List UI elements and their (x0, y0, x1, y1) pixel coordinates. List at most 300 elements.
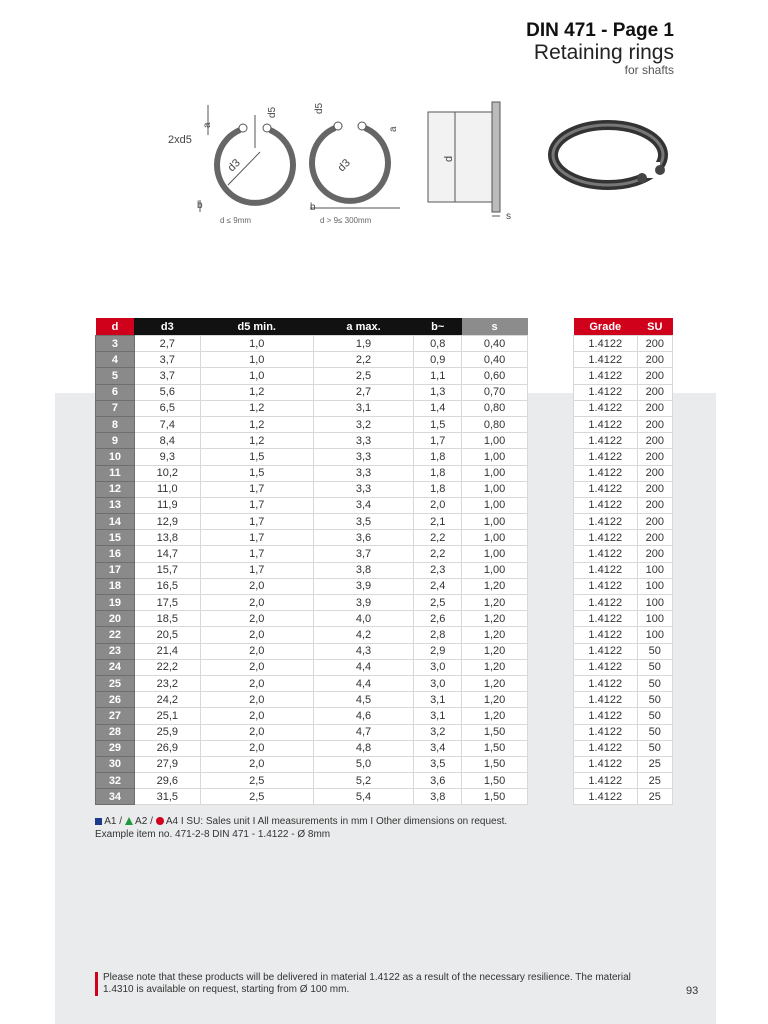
dimensions-table (95, 318, 528, 805)
grade-row (574, 659, 673, 675)
grade-cell: 200 (637, 497, 672, 513)
table-cell: 2,5 (200, 789, 313, 805)
grade-cell: 1.4122 (574, 352, 638, 368)
table-cell: 2,2 (313, 352, 414, 368)
table-row (96, 352, 528, 368)
table-cell: 1,2 (200, 433, 313, 449)
legend-a1: A1 (104, 816, 117, 827)
table-row (96, 740, 528, 756)
col-header-b: b~ (414, 318, 462, 336)
table-cell: 3,5 (414, 756, 462, 772)
col-header-a: a max. (313, 318, 414, 336)
table-cell: 2,0 (200, 643, 313, 659)
material-note: Please note that these products will be delivered in material 1.4122 as a result of the necessary resilience. The material 1.4310 is available on request, starting from Ø 100 mm. (95, 972, 663, 996)
col-header-su: SU (637, 318, 672, 336)
table-cell: 9 (96, 433, 135, 449)
table-cell: 1,00 (462, 449, 528, 465)
table-cell: 3,5 (313, 514, 414, 530)
label-d: d (443, 155, 455, 162)
grade-cell: 1.4122 (574, 659, 638, 675)
table-cell: 3,3 (313, 449, 414, 465)
table-cell: 3,1 (414, 708, 462, 724)
legend-example: Example item no. 471-2-8 DIN 471 - 1.4122 - Ø 8mm (95, 829, 331, 840)
table-cell: 3,2 (414, 724, 462, 740)
table-cell: 1,50 (462, 789, 528, 805)
table-cell: 1,9 (313, 336, 414, 352)
table-cell: 1,00 (462, 514, 528, 530)
table-cell: 1,0 (200, 368, 313, 384)
grade-row (574, 675, 673, 691)
grade-row (574, 578, 673, 594)
table-cell: 10,2 (134, 465, 200, 481)
grade-cell: 1.4122 (574, 675, 638, 691)
table-cell: 15 (96, 530, 135, 546)
table-cell: 22 (96, 627, 135, 643)
table-cell: 17 (96, 562, 135, 578)
table-cell: 1,7 (200, 497, 313, 513)
table-cell: 6 (96, 384, 135, 400)
table-row (96, 368, 528, 384)
page-header (526, 20, 674, 77)
table-cell: 2,0 (200, 675, 313, 691)
table-cell: 22,2 (134, 659, 200, 675)
table-cell: 1,7 (414, 433, 462, 449)
col-header-grade: Grade (574, 318, 638, 336)
grade-cell: 200 (637, 400, 672, 416)
table-cell: 0,80 (462, 416, 528, 432)
table-cell: 4,4 (313, 659, 414, 675)
table-cell: 2,0 (200, 578, 313, 594)
table-row (96, 546, 528, 562)
table-cell: 1,0 (200, 336, 313, 352)
table-cell: 2,0 (200, 611, 313, 627)
table-header-row (96, 318, 528, 336)
grade-cell: 1.4122 (574, 546, 638, 562)
grade-cell: 100 (637, 595, 672, 611)
table-cell: 2,6 (414, 611, 462, 627)
grade-cell: 1.4122 (574, 789, 638, 805)
table-cell: 1,20 (462, 675, 528, 691)
table-row (96, 514, 528, 530)
grade-cell: 200 (637, 368, 672, 384)
table-cell: 20,5 (134, 627, 200, 643)
table-cell: 13 (96, 497, 135, 513)
col-header-s: s (462, 318, 528, 336)
table-cell: 25 (96, 675, 135, 691)
table-cell: 3,4 (414, 740, 462, 756)
table-cell: 25,1 (134, 708, 200, 724)
label-d5-right: d5 (314, 102, 325, 114)
table-cell: 2,7 (134, 336, 200, 352)
table-cell: 4 (96, 352, 135, 368)
grade-row (574, 336, 673, 352)
table-cell: 19 (96, 595, 135, 611)
table-cell: 0,40 (462, 352, 528, 368)
table-cell: 1,00 (462, 562, 528, 578)
grade-row (574, 724, 673, 740)
grade-cell: 1.4122 (574, 562, 638, 578)
table-row (96, 756, 528, 772)
table-row (96, 336, 528, 352)
grade-cell: 50 (637, 708, 672, 724)
grade-cell: 50 (637, 659, 672, 675)
grade-cell: 1.4122 (574, 773, 638, 789)
grade-cell: 1.4122 (574, 578, 638, 594)
label-2xd5: 2xd5 (168, 134, 192, 146)
table-cell: 4,0 (313, 611, 414, 627)
table-cell: 1,7 (200, 514, 313, 530)
grade-cell: 200 (637, 481, 672, 497)
table-cell: 12 (96, 481, 135, 497)
table-cell: 2,3 (414, 562, 462, 578)
table-cell: 7,4 (134, 416, 200, 432)
a1-square-icon (95, 818, 102, 825)
legend-line-1 (95, 815, 507, 828)
table-cell: 5,0 (313, 756, 414, 772)
table-cell: 2,7 (313, 384, 414, 400)
table-cell: 1,2 (200, 416, 313, 432)
grade-cell: 50 (637, 675, 672, 691)
table-cell: 15,7 (134, 562, 200, 578)
legend-a2: A2 (135, 816, 148, 827)
grade-row (574, 789, 673, 805)
table-cell: 3,9 (313, 578, 414, 594)
table-cell: 2,1 (414, 514, 462, 530)
label-b-left: b (197, 200, 203, 211)
grade-cell: 1.4122 (574, 692, 638, 708)
table-cell: 16 (96, 546, 135, 562)
table-cell: 3,1 (313, 400, 414, 416)
dimensions-table-body (96, 336, 528, 805)
table-cell: 28 (96, 724, 135, 740)
table-cell: 34 (96, 789, 135, 805)
grade-cell: 1.4122 (574, 708, 638, 724)
table-cell: 1,00 (462, 497, 528, 513)
label-a-left: a (202, 122, 213, 128)
grade-cell: 200 (637, 546, 672, 562)
caption-small-ring: d ≤ 9mm (220, 216, 252, 225)
col-header-d5: d5 min. (200, 318, 313, 336)
table-row (96, 643, 528, 659)
grade-cell: 50 (637, 692, 672, 708)
table-cell: 3,9 (313, 595, 414, 611)
grade-cell: 200 (637, 449, 672, 465)
table-cell: 27,9 (134, 756, 200, 772)
table-cell: 2,0 (200, 708, 313, 724)
table-row (96, 659, 528, 675)
grade-cell: 50 (637, 643, 672, 659)
table-cell: 2,0 (200, 659, 313, 675)
grade-cell: 1.4122 (574, 611, 638, 627)
grade-cell: 1.4122 (574, 724, 638, 740)
table-cell: 3,6 (414, 773, 462, 789)
table-cell: 26 (96, 692, 135, 708)
grade-row (574, 562, 673, 578)
technical-drawings (160, 90, 690, 240)
table-cell: 2,8 (414, 627, 462, 643)
grade-cell: 100 (637, 578, 672, 594)
table-cell: 4,6 (313, 708, 414, 724)
grade-row (574, 481, 673, 497)
a2-triangle-icon (125, 817, 133, 825)
table-cell: 0,8 (414, 336, 462, 352)
grade-cell: 50 (637, 724, 672, 740)
table-cell: 1,20 (462, 627, 528, 643)
table-cell: 3,7 (313, 546, 414, 562)
page-title: DIN 471 - Page 1 (526, 20, 674, 41)
grade-row (574, 384, 673, 400)
table-cell: 1,50 (462, 724, 528, 740)
col-header-d3: d3 (134, 318, 200, 336)
table-cell: 11 (96, 465, 135, 481)
grade-row (574, 449, 673, 465)
grade-row (574, 708, 673, 724)
table-row (96, 595, 528, 611)
grade-cell: 200 (637, 530, 672, 546)
table-cell: 3,4 (313, 497, 414, 513)
legend-sep2: / (150, 816, 153, 827)
grade-row (574, 627, 673, 643)
table-cell: 5 (96, 368, 135, 384)
grade-cell: 1.4122 (574, 416, 638, 432)
table-cell: 3,2 (313, 416, 414, 432)
table-cell: 25,9 (134, 724, 200, 740)
table-cell: 1,7 (200, 562, 313, 578)
grade-row (574, 514, 673, 530)
table-cell: 3,0 (414, 659, 462, 675)
grade-row (574, 368, 673, 384)
table-cell: 1,2 (200, 384, 313, 400)
table-cell: 3,3 (313, 433, 414, 449)
table-cell: 1,7 (200, 481, 313, 497)
grade-header-row (574, 318, 673, 336)
table-cell: 0,70 (462, 384, 528, 400)
grade-cell: 1.4122 (574, 643, 638, 659)
table-cell: 2,0 (414, 497, 462, 513)
table-cell: 29 (96, 740, 135, 756)
grade-cell: 1.4122 (574, 530, 638, 546)
a4-circle-icon (156, 817, 164, 825)
page-sub-subtitle: for shafts (624, 63, 674, 77)
table-row (96, 789, 528, 805)
table-cell: 0,60 (462, 368, 528, 384)
grade-row (574, 595, 673, 611)
grade-cell: 100 (637, 562, 672, 578)
table-cell: 1,20 (462, 611, 528, 627)
table-cell: 1,3 (414, 384, 462, 400)
grade-row (574, 643, 673, 659)
ring-photo (553, 125, 665, 185)
table-row (96, 530, 528, 546)
grade-cell: 1.4122 (574, 595, 638, 611)
grade-row (574, 692, 673, 708)
table-row (96, 433, 528, 449)
table-cell: 3,7 (134, 368, 200, 384)
table-cell: 2,0 (200, 692, 313, 708)
table-cell: 4,8 (313, 740, 414, 756)
table-cell: 1,8 (414, 449, 462, 465)
table-row (96, 497, 528, 513)
table-cell: 17,5 (134, 595, 200, 611)
col-header-d: d (96, 318, 135, 336)
grade-cell: 1.4122 (574, 497, 638, 513)
table-cell: 4,7 (313, 724, 414, 740)
table-cell: 2,0 (200, 595, 313, 611)
grade-cell: 1.4122 (574, 756, 638, 772)
grade-cell: 1.4122 (574, 449, 638, 465)
table-cell: 30 (96, 756, 135, 772)
table-cell: 10 (96, 449, 135, 465)
label-b-right: b (310, 202, 316, 213)
table-cell: 1,00 (462, 465, 528, 481)
table-cell: 1,00 (462, 530, 528, 546)
table-cell: 1,5 (414, 416, 462, 432)
shaft-drawing (428, 102, 500, 216)
table-row (96, 611, 528, 627)
table-cell: 24 (96, 659, 135, 675)
grade-cell: 25 (637, 756, 672, 772)
grade-cell: 1.4122 (574, 514, 638, 530)
table-cell: 1,1 (414, 368, 462, 384)
table-cell: 18,5 (134, 611, 200, 627)
grade-row (574, 465, 673, 481)
table-cell: 3,3 (313, 465, 414, 481)
grade-row (574, 530, 673, 546)
table-cell: 3 (96, 336, 135, 352)
table-cell: 1,0 (200, 352, 313, 368)
table-cell: 2,0 (200, 740, 313, 756)
grade-cell: 1.4122 (574, 740, 638, 756)
table-cell: 31,5 (134, 789, 200, 805)
table-cell: 12,9 (134, 514, 200, 530)
grade-table-body (574, 336, 673, 805)
grade-cell: 1.4122 (574, 627, 638, 643)
table-row (96, 449, 528, 465)
table-cell: 9,3 (134, 449, 200, 465)
table-cell: 1,20 (462, 708, 528, 724)
grade-cell: 50 (637, 740, 672, 756)
table-cell: 23,2 (134, 675, 200, 691)
table-cell: 0,9 (414, 352, 462, 368)
table-cell: 2,0 (200, 627, 313, 643)
table-row (96, 416, 528, 432)
table-cell: 3,7 (134, 352, 200, 368)
label-a-right: a (388, 126, 399, 132)
table-row (96, 692, 528, 708)
table-cell: 2,4 (414, 578, 462, 594)
table-cell: 2,2 (414, 546, 462, 562)
table-cell: 11,9 (134, 497, 200, 513)
table-cell: 5,4 (313, 789, 414, 805)
table-cell: 0,80 (462, 400, 528, 416)
table-row (96, 384, 528, 400)
table-cell: 1,7 (200, 546, 313, 562)
grade-row (574, 497, 673, 513)
table-cell: 1,20 (462, 595, 528, 611)
table-cell: 1,20 (462, 578, 528, 594)
grade-row (574, 433, 673, 449)
table-cell: 2,5 (200, 773, 313, 789)
table-cell: 1,20 (462, 692, 528, 708)
grade-cell: 200 (637, 336, 672, 352)
legend-sep1: / (119, 816, 123, 827)
label-d5-left: d5 (267, 106, 278, 118)
grade-cell: 1.4122 (574, 368, 638, 384)
grade-cell: 200 (637, 384, 672, 400)
grade-cell: 200 (637, 352, 672, 368)
grade-row (574, 400, 673, 416)
table-cell: 6,5 (134, 400, 200, 416)
grade-cell: 1.4122 (574, 400, 638, 416)
table-cell: 1,50 (462, 756, 528, 772)
table-cell: 1,2 (200, 400, 313, 416)
page-number: 93 (686, 985, 699, 997)
table-row (96, 675, 528, 691)
table-cell: 1,4 (414, 400, 462, 416)
table-cell: 2,2 (414, 530, 462, 546)
table-cell: 14 (96, 514, 135, 530)
table-cell: 1,00 (462, 433, 528, 449)
table-cell: 29,6 (134, 773, 200, 789)
table-row (96, 773, 528, 789)
grade-cell: 25 (637, 789, 672, 805)
caption-large-ring: d > 9≤ 300mm (320, 216, 372, 225)
table-cell: 3,6 (313, 530, 414, 546)
table-cell: 2,0 (200, 724, 313, 740)
grade-cell: 200 (637, 465, 672, 481)
table-cell: 3,3 (313, 481, 414, 497)
table-cell: 32 (96, 773, 135, 789)
table-cell: 0,40 (462, 336, 528, 352)
table-cell: 3,0 (414, 675, 462, 691)
table-cell: 5,6 (134, 384, 200, 400)
table-cell: 11,0 (134, 481, 200, 497)
grade-cell: 1.4122 (574, 336, 638, 352)
table-cell: 4,4 (313, 675, 414, 691)
table-cell: 8,4 (134, 433, 200, 449)
grade-row (574, 546, 673, 562)
table-cell: 3,8 (414, 789, 462, 805)
table-row (96, 465, 528, 481)
legend (95, 815, 507, 841)
legend-a4: A4 (165, 816, 179, 827)
legend-info: I SU: Sales unit I All measurements in mm I Other dimensions on request. (180, 816, 508, 827)
table-cell: 1,20 (462, 643, 528, 659)
grade-row (574, 416, 673, 432)
table-cell: 1,50 (462, 740, 528, 756)
grade-cell: 100 (637, 611, 672, 627)
table-cell: 13,8 (134, 530, 200, 546)
table-cell: 21,4 (134, 643, 200, 659)
table-cell: 4,3 (313, 643, 414, 659)
table-row (96, 724, 528, 740)
table-row (96, 562, 528, 578)
table-cell: 14,7 (134, 546, 200, 562)
table-cell: 1,8 (414, 481, 462, 497)
table-cell: 4,5 (313, 692, 414, 708)
table-cell: 1,7 (200, 530, 313, 546)
table-cell: 3,1 (414, 692, 462, 708)
table-cell: 7 (96, 400, 135, 416)
table-cell: 1,00 (462, 481, 528, 497)
table-row (96, 400, 528, 416)
grade-cell: 1.4122 (574, 465, 638, 481)
table-row (96, 578, 528, 594)
table-cell: 8 (96, 416, 135, 432)
grade-cell: 200 (637, 514, 672, 530)
label-d3-right: d3 (335, 156, 353, 175)
table-cell: 2,9 (414, 643, 462, 659)
